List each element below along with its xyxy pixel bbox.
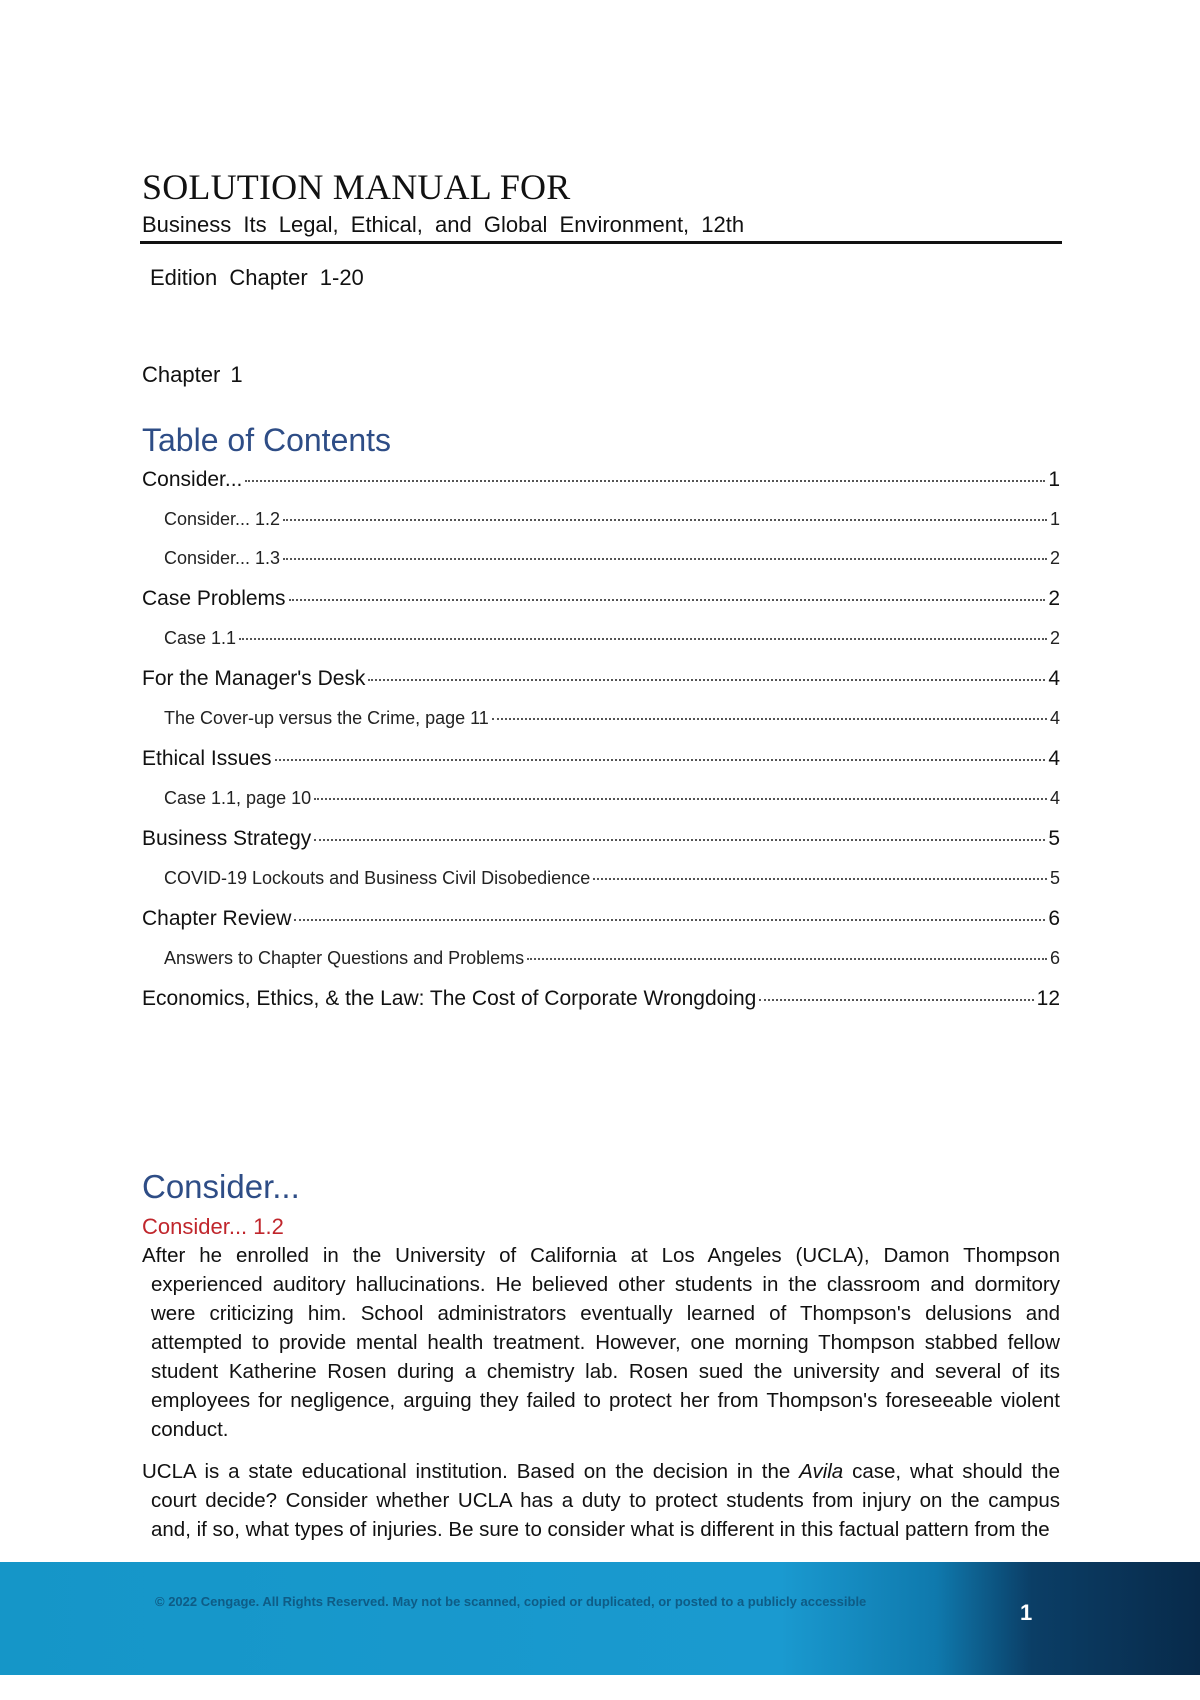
title-divider	[140, 241, 1062, 244]
toc-entry-page: 1	[1049, 509, 1060, 529]
toc-entry-label: Case Problems	[142, 587, 286, 610]
toc-entry[interactable]	[142, 981, 1060, 1022]
toc-entry[interactable]	[142, 901, 1060, 942]
toc-entry-page: 4	[1048, 747, 1060, 770]
toc-entry-page: 12	[1036, 987, 1060, 1010]
toc-leader	[283, 519, 1047, 521]
toc-leader	[314, 839, 1045, 841]
toc-leader	[289, 599, 1046, 601]
toc-entry[interactable]	[142, 581, 1060, 622]
case-name-italic: Avila	[799, 1460, 844, 1483]
toc-entry-label: The Cover-up versus the Crime, page 11	[164, 708, 489, 728]
toc-leader	[527, 958, 1047, 960]
toc-entry[interactable]	[142, 942, 1060, 981]
paragraph-text-part: UCLA is a state educational institution. Based on the decision in the	[142, 1460, 800, 1483]
toc-entry-label: For the Manager's Desk	[142, 667, 366, 690]
page-bottom-margin	[0, 1675, 1200, 1700]
toc-entry-page: 4	[1049, 788, 1060, 808]
toc-leader	[294, 919, 1045, 921]
copyright-notice: © 2022 Cengage. All Rights Reserved. May not be scanned, copied or duplicated, or posted to a publicly accessible	[155, 1594, 867, 1609]
page-number: 1	[1020, 1600, 1033, 1625]
toc-entry[interactable]	[142, 821, 1060, 862]
toc-entry[interactable]	[142, 862, 1060, 901]
toc-entry-page: 2	[1049, 628, 1060, 648]
toc-leader	[245, 480, 1045, 482]
toc-title: Table of Contents	[142, 422, 392, 458]
toc-leader	[368, 679, 1045, 681]
body-paragraph	[142, 1241, 1060, 1444]
toc-entry-label: Consider... 1.3	[164, 548, 281, 568]
toc-entry-label: Consider... 1.2	[164, 509, 281, 529]
toc-entry-page: 6	[1048, 907, 1060, 930]
toc-entry-label: Business Strategy	[142, 827, 312, 850]
toc-entry-label: Ethical Issues	[142, 747, 272, 770]
section-subheading: Consider... 1.2	[142, 1214, 284, 1239]
toc-leader	[593, 878, 1047, 880]
page-footer	[0, 1562, 1200, 1675]
toc-entry[interactable]	[142, 622, 1060, 661]
toc-entry-label: Case 1.1, page 10	[164, 788, 312, 808]
toc-entry-label: Chapter Review	[142, 907, 292, 930]
manual-title: SOLUTION MANUAL FOR	[142, 167, 571, 207]
table-of-contents	[142, 462, 1060, 1022]
toc-entry-label: Answers to Chapter Questions and Problems	[164, 948, 525, 968]
toc-entry-page: 2	[1049, 548, 1060, 568]
toc-entry[interactable]	[142, 462, 1060, 503]
toc-entry-page: 1	[1048, 468, 1060, 491]
chapter-label: Chapter 1	[142, 362, 243, 387]
paragraph-text: After he enrolled in the University of California at Los Angeles (UCLA), Damon Thompson experienced auditory hallucinations. He believed other students in the classroom and dormitory were criticizing him. School administrators eventually learned of Thompson's delusions and attempted to provide mental health treatment. However, one morning Thompson stabbed fellow student Katherine Rosen during a chemistry lab. Rosen sued the university and several of its employees for negligence, arguing they failed to protect her from Thompson's foreseeable violent conduct.	[142, 1244, 1060, 1441]
paragraph-text	[142, 1457, 1060, 1544]
toc-leader	[283, 558, 1047, 560]
toc-entry[interactable]	[142, 782, 1060, 821]
toc-leader	[275, 759, 1046, 761]
paragraph-text-part: case, what should the court decide? Consider whether UCLA has a duty to protect students from injury on the campus and, if so, what types of injuries. Be sure to consider what is different in this factual pattern from the	[151, 1460, 1060, 1541]
toc-entry[interactable]	[142, 702, 1060, 741]
toc-entry-page: 5	[1049, 868, 1060, 888]
book-subtitle: Business Its Legal, Ethical, and Global Environment, 12th	[142, 212, 745, 237]
toc-leader	[759, 999, 1033, 1001]
body-paragraph	[142, 1457, 1060, 1544]
toc-entry-label: COVID-19 Lockouts and Business Civil Disobedience	[164, 868, 591, 888]
toc-leader	[314, 798, 1047, 800]
toc-entry-page: 2	[1048, 587, 1060, 610]
toc-entry-page: 6	[1049, 948, 1060, 968]
toc-entry-label: Economics, Ethics, & the Law: The Cost of Corporate Wrongdoing	[142, 987, 757, 1010]
toc-entry-label: Case 1.1	[164, 628, 237, 648]
toc-entry-page: 4	[1048, 667, 1060, 690]
toc-entry-label: Consider...	[142, 468, 243, 491]
toc-entry[interactable]	[142, 741, 1060, 782]
edition-line: Edition Chapter 1-20	[150, 265, 364, 290]
toc-entry-page: 4	[1049, 708, 1060, 728]
toc-entry-page: 5	[1048, 827, 1060, 850]
toc-entry[interactable]	[142, 542, 1060, 581]
toc-leader	[492, 718, 1047, 720]
toc-entry[interactable]	[142, 503, 1060, 542]
toc-entry[interactable]	[142, 661, 1060, 702]
section-heading: Consider...	[142, 1168, 300, 1205]
toc-leader	[239, 638, 1047, 640]
